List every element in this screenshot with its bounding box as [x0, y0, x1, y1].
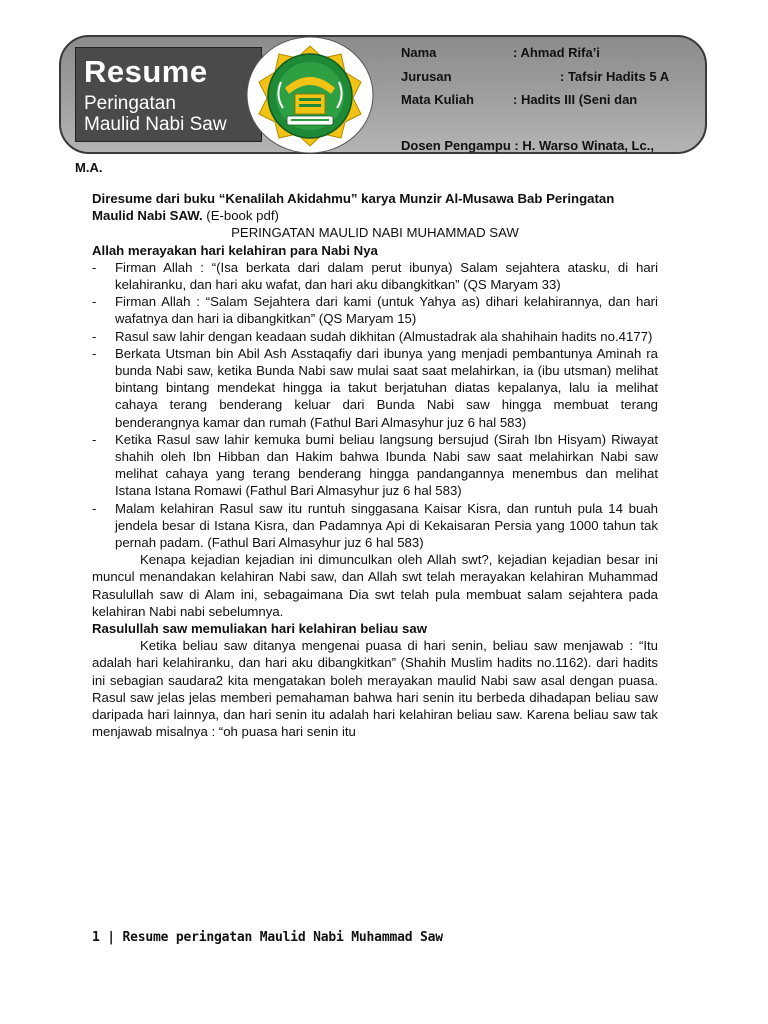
info-matakuliah-value: : Hadits III (Seni dan — [513, 92, 638, 107]
list-dash: - — [92, 259, 97, 275]
info-matakuliah-label: Mata Kuliah — [401, 92, 474, 107]
list-item-text: Ketika Rasul saw lahir kemuka bumi beliau langsung bersujud (Sirah Ibn Hisyam) Riwayat shahih oleh Ibn Hibban dan Hakim bahwa Ibunda Nabi saw saat melahirkan Nabi saw melihat cahaya yang terang benderang hingga pandangannya menembus dan melihat Istana Istana Romawi (Fathul Bari Almasyhur juz 6 hal 583) — [115, 431, 658, 499]
info-jurusan-value: : Tafsir Hadits 5 A — [560, 69, 670, 84]
list-dash: - — [92, 500, 97, 516]
info-dosen: Dosen Pengampu : H. Warso Winata, Lc., — [401, 138, 654, 153]
list-item-text: Berkata Utsman bin Abil Ash Asstaqafiy dari ibunya yang menjadi pembantunya Aminah ra bunda Nabi saw, ketika Bunda Nabi saw mulai saat saat melahirkan, ia (ibu utsman) melihat bintang bintang mendekat hingga ia takut berjatuhan diatas kepalanya, lalu ia melihat cahaya terang benderang keluar dari Bunda Nabi saw hingga membuat terang benderangnya kamar dan rumah (Fathul Bari Almasyhur juz 6 hal 583) — [115, 345, 658, 430]
section2-paragraph: Ketika beliau saw ditanya mengenai puasa di hari senin, beliau saw menjawab : “Itu adalah hari kelahiranku, dan hari aku dibangkitkan” (Shahih Muslim hadits no.1162). dari hadits ini sebagian saudara2 kita mengatakan boleh merayakan maulid Nabi saw asal dengan puasa. Rasul saw jelas jelas memberi pemahaman bahwa hari senin itu berbeda dihadapan beliau saw daripada hari lainnya, dan hari senin itu adalah hari kelahiran beliau saw. Karena beliau saw tak menjawab misalnya : “oh puasa hari senin itu — [92, 638, 658, 740]
list-item — [92, 345, 658, 431]
list-dash: - — [92, 294, 97, 310]
list-dash: - — [92, 328, 97, 344]
intro-source: Diresume dari buku “Kenalilah Akidahmu” karya Munzir Al-Musawa Bab Peringatan Maulid Nabi SAW. — [92, 191, 615, 224]
list-item — [92, 328, 658, 345]
list-item-text: Malam kelahiran Rasul saw itu runtuh singgasana Kaisar Kisra, dan runtuh pula 14 buah jendela besar di Istana Kisra, dan Padamnya Api di Kekaisaran Persia yang 1000 tahun tak pernah padam. (Fathul Bari Almasyhur juz 6 hal 583) — [115, 500, 658, 551]
list-item-text: Firman Allah : “(Isa berkata dari dalam perut ibunya) Salam sejahtera atasku, di hari kelahiranku, dan hari aku wafat, dan hari aku dibangkitkan” (QS Maryam 33) — [115, 259, 658, 293]
list-item — [92, 293, 658, 327]
university-crest-icon — [245, 36, 375, 154]
title-box — [75, 47, 262, 142]
list-dash: - — [92, 431, 97, 447]
main-title: PERINGATAN MAULID NABI MUHAMMAD SAW — [231, 225, 519, 241]
info-jurusan-label: Jurusan — [401, 69, 452, 84]
document-body — [92, 190, 658, 740]
info-dosen-continued: M.A. — [75, 160, 103, 175]
intro-format: (E-book pdf) — [202, 208, 279, 224]
list-item-text: Firman Allah : “Salam Sejahtera dari kami (untuk Yahya as) dihari kelahirannya, dan hari wafatnya dan hari ia dibangkitkan” (QS Maryam 15) — [115, 294, 658, 327]
document-subtitle-line1: Peringatan — [84, 93, 176, 114]
intro-paragraph — [92, 190, 658, 224]
section1-paragraph: Kenapa kejadian kejadian ini dimunculkan oleh Allah swt?, kejadian kejadian besar ini muncul menandakan kelahiran Nabi saw, dan Allah swt telah merayakan kelahiran Muhammad Rasulullah saw di Alam ini, sebagaimana Dia swt telah pula membuat salam sejahtera pada kelahiran Nabi nabi sebelumnya. — [92, 552, 658, 619]
list-dash: - — [92, 345, 97, 361]
page-footer: 1 | Resume peringatan Maulid Nabi Muhammad Saw — [92, 930, 443, 945]
list-item — [92, 431, 658, 500]
info-nama-label: Nama — [401, 45, 437, 60]
section2-heading: Rasulullah saw memuliakan hari kelahiran beliau saw — [92, 621, 427, 637]
list-item — [92, 259, 658, 293]
document-subtitle-line2: Maulid Nabi Saw — [84, 114, 227, 135]
section1-heading: Allah merayakan hari kelahiran para Nabi Nya — [92, 242, 378, 258]
info-nama-value: : Ahmad Rifa’i — [513, 45, 600, 60]
list-item — [92, 500, 658, 552]
list-item-text: Rasul saw lahir dengan keadaan sudah dikhitan (Almustadrak ala shahihain hadits no.4177) — [115, 328, 653, 344]
document-title: Resume — [84, 54, 208, 89]
